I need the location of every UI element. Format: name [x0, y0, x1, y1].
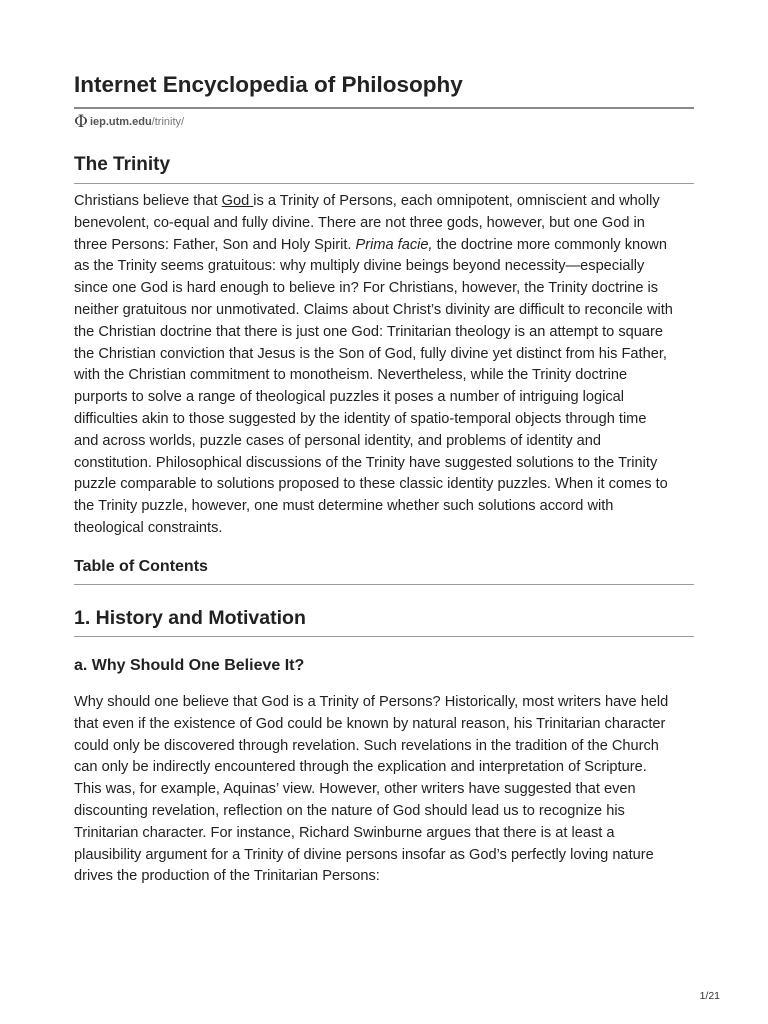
text-segment: the Christian doctrine that there is just one God: Trinitarian theology is an attempt to square — [74, 323, 663, 340]
text-segment: drives the production of the Trinitarian Persons: — [74, 868, 380, 885]
text-line — [74, 757, 694, 779]
text-segment: constitution. Philosophical discussions of the Trinity have suggested solutions to the Trinity — [74, 454, 658, 471]
text-segment: three Persons: Father, Son and Holy Spirit. — [74, 236, 356, 253]
text-segment: as the Trinity seems gratuitous: why multiply divine beings beyond necessity—especially — [74, 258, 645, 275]
site-title: Internet Encyclopedia of Philosophy — [74, 72, 463, 97]
text-line — [74, 235, 694, 257]
text-segment: Why should one believe that God is a Trinity of Persons? Historically, most writers have held — [74, 694, 669, 710]
text-line — [74, 322, 694, 344]
text-segment: that even if the existence of God could be known by natural reason, his Trinitarian character — [74, 715, 666, 732]
phi-logo-icon: Φ — [74, 111, 88, 132]
text-segment: puzzle comparable to solutions proposed to these classic identity puzzles. When it comes to — [74, 476, 668, 493]
text-segment: the Trinity puzzle, however, one must determine whether such solutions accord with — [74, 498, 614, 515]
text-segment: neither gratuitous nor unmotivated. Claims about Christ’s divinity are difficult to reconcile with — [74, 301, 673, 318]
text-line — [74, 256, 694, 278]
text-line — [74, 823, 694, 845]
text-line — [74, 409, 694, 431]
text-line — [74, 474, 694, 496]
god-link[interactable]: God — [221, 193, 254, 209]
text-segment: benevolent, co-equal and fully divine. There are not three gods, however, but one God in — [74, 214, 645, 231]
toc-heading: Table of Contents — [74, 558, 208, 575]
text-segment: Trinitarian character. For instance, Richard Swinburne argues that there is at least a — [74, 824, 615, 841]
intro-paragraph — [74, 191, 694, 540]
text-line — [74, 736, 694, 758]
text-line — [74, 387, 694, 409]
text-segment: since one God is hard enough to believe in? For Christians, however, the Trinity doctrine is — [74, 280, 659, 297]
article-title: The Trinity — [74, 154, 171, 175]
text-segment: with the Christian commitment to monotheism. Nevertheless, while the Trinity doctrine — [74, 367, 628, 384]
text-line — [74, 191, 694, 213]
page-indicator: 1/21 — [699, 990, 720, 1002]
source-path: /trinity/ — [151, 116, 185, 128]
text-segment: difficulties akin to those suggested by the identity of spatio-temporal objects through time — [74, 410, 647, 427]
text-line — [74, 714, 694, 736]
text-line — [74, 431, 694, 453]
text-line — [74, 866, 694, 888]
title-divider — [74, 107, 694, 109]
text-line — [74, 453, 694, 475]
text-segment: This was, for example, Aquinas’ view. However, other writers have suggested that even — [74, 781, 636, 798]
text-line — [74, 845, 694, 867]
source-domain: iep.utm.edu — [89, 116, 152, 128]
text-line — [74, 779, 694, 801]
text-line — [74, 278, 694, 300]
text-segment: purports to solve a range of theological puzzles it poses a number of intriguing logical — [74, 389, 625, 406]
text-line — [74, 344, 694, 366]
text-segment: can only be indirectly encountered through the explication and interpretation of Scripture. — [74, 759, 647, 776]
text-line — [74, 692, 694, 714]
section-1a-paragraph — [74, 692, 694, 888]
text-line — [74, 365, 694, 387]
text-segment: discounting revelation, reflection on the nature of God should lead us to recognize his — [74, 802, 625, 819]
text-segment: theological constraints. — [74, 519, 223, 536]
text-line — [74, 518, 694, 540]
text-line — [74, 496, 694, 518]
section-1-heading: 1. History and Motivation — [74, 607, 306, 629]
section-1-divider — [74, 636, 694, 637]
subsection-a-heading: a. Why Should One Believe It? — [74, 657, 305, 674]
text-line — [74, 801, 694, 823]
text-segment: the Christian conviction that Jesus is the Son of God, fully divine yet distinct from his Father, — [74, 345, 667, 362]
text-segment: plausibility argument for a Trinity of divine persons insofar as God’s perfectly loving nature — [74, 846, 654, 863]
text-line — [74, 300, 694, 322]
article-title-divider — [74, 183, 694, 184]
text-line — [74, 213, 694, 235]
italic-text: Prima facie, — [355, 236, 433, 253]
text-segment: could only be discovered through revelation. Such revelations in the tradition of the Church — [74, 737, 659, 754]
text-segment: Christians believe that — [74, 193, 222, 209]
text-segment: is a Trinity of Persons, each omnipotent, omniscient and wholly — [253, 193, 660, 209]
source-link[interactable] — [74, 112, 184, 132]
text-segment: and across worlds, puzzle cases of personal identity, and problems of identity and — [74, 432, 602, 449]
text-segment: the doctrine more commonly known — [432, 236, 667, 253]
toc-divider — [74, 584, 694, 585]
